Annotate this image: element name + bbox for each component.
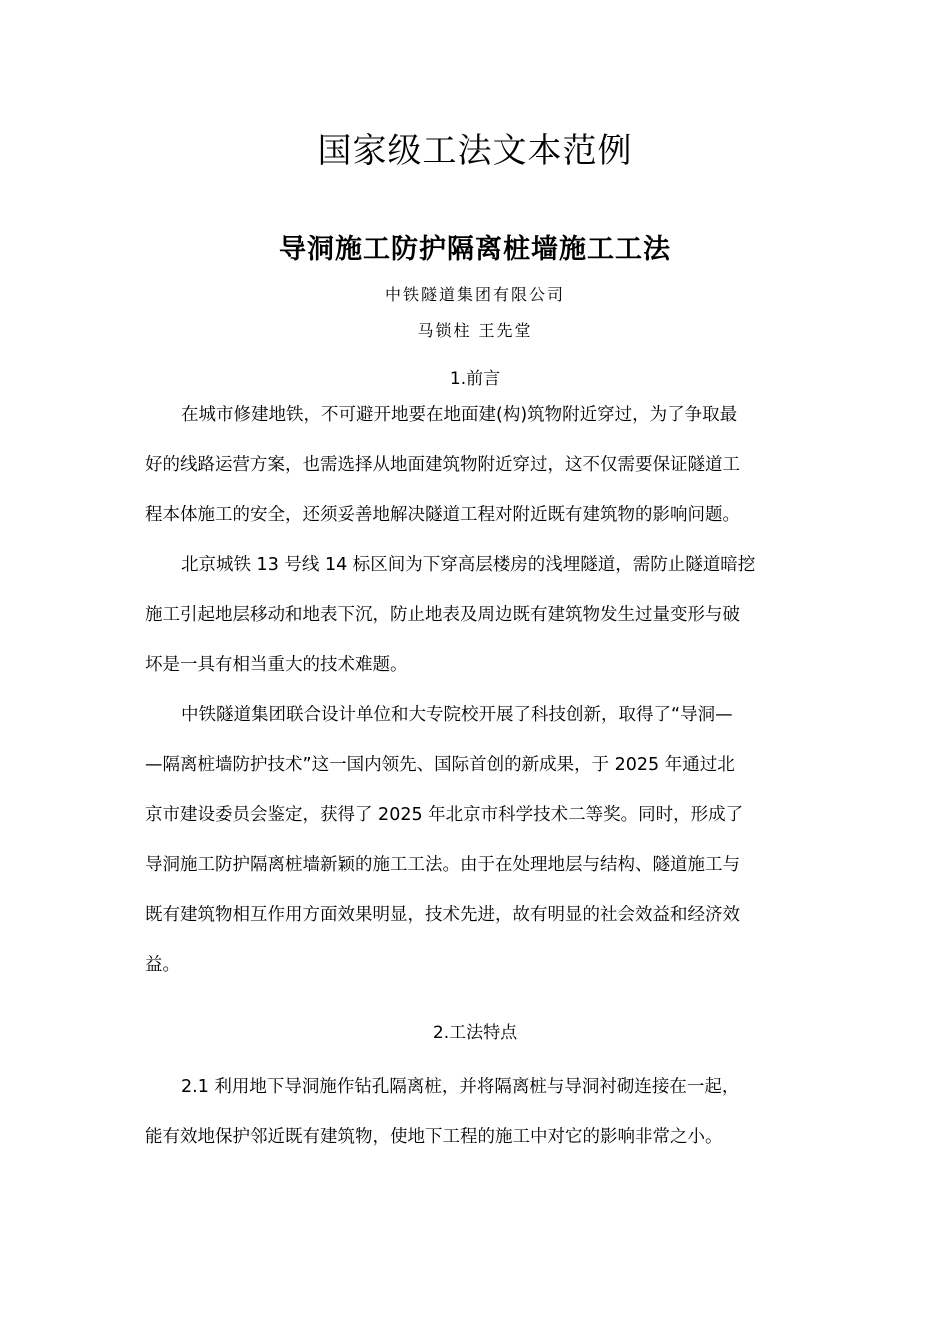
paragraph-line: 在城市修建地铁，不可避开地要在地面建(构)筑物附近穿过，为了争取最 (181, 405, 738, 425)
document-title: 国家级工法文本范例 (317, 131, 633, 171)
paragraph-line: 北京城铁 13 号线 14 标区间为下穿高层楼房的浅埋隧道，需防止隧道暗挖 (181, 555, 756, 575)
section-1-heading: 1.前言 (449, 369, 501, 389)
paragraph-line: 程本体施工的安全，还须妥善地解决隧道工程对附近既有建筑物的影响问题。 (145, 505, 740, 525)
paragraph-line: 2.1 利用地下导洞施作钻孔隔离桩，并将隔离桩与导洞衬砌连接在一起， (181, 1077, 740, 1097)
paragraph-line: 中铁隧道集团联合设计单位和大专院校开展了科技创新，取得了“导洞— (181, 705, 733, 725)
paragraph-line: 既有建筑物相互作用方面效果明显，技术先进，故有明显的社会效益和经济效 (145, 905, 740, 925)
paragraph-line: 京市建设委员会鉴定，获得了 2025 年北京市科学技术二等奖。同时，形成了 (145, 805, 744, 825)
paragraph-line: 坏是一具有相当重大的技术难题。 (145, 655, 408, 675)
author-names: 马锁柱 王先堂 (417, 321, 533, 340)
company-name: 中铁隧道集团有限公司 (384, 285, 565, 304)
paragraph-line: 施工引起地层移动和地表下沉，防止地表及周边既有建筑物发生过量变形与破 (145, 605, 740, 625)
paragraph-line: 能有效地保护邻近既有建筑物，使地下工程的施工中对它的影响非常之小。 (145, 1127, 723, 1147)
paragraph-line: 好的线路运营方案，也需选择从地面建筑物附近穿过，这不仅需要保证隧道工 (145, 455, 740, 475)
paragraph-line: 益。 (145, 955, 180, 975)
section-2-heading: 2.工法特点 (432, 1023, 518, 1043)
paragraph-line: 导洞施工防护隔离桩墙新颖的施工工法。由于在处理地层与结构、隧道施工与 (145, 855, 740, 875)
paragraph-line: —隔离桩墙防护技术”这一国内领先、国际首创的新成果，于 2025 年通过北 (145, 755, 735, 775)
method-title: 导洞施工防护隔离桩墙施工工法 (279, 234, 671, 265)
